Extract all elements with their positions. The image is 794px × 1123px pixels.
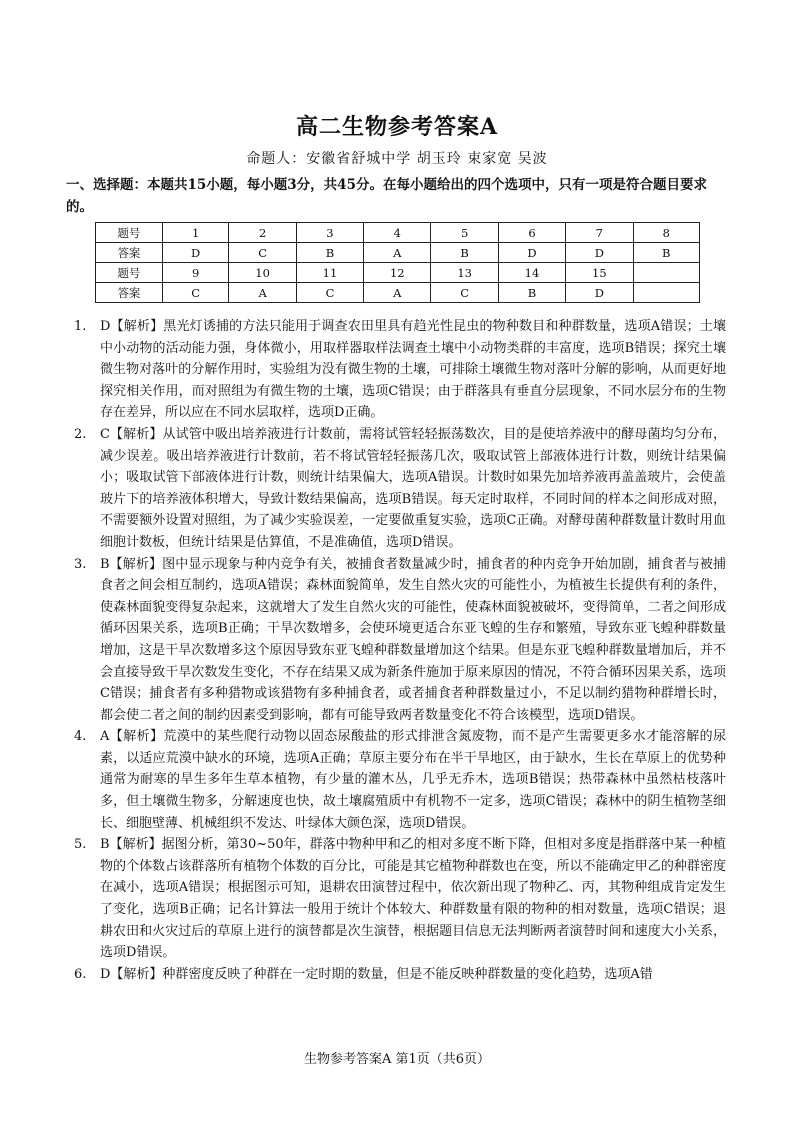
item-text: D【解析】种群密度反映了种群在一定时期的数量，但是不能反映种群数量的变化趋势，选项A错: [100, 966, 653, 982]
item-text: B【解析】据图分析，第30~50年，群落中物种甲和乙的相对多度不断下降，但相对多度是指群落中某一种植物的个体数占该群落所有植物个体数的百分比，可能是其它植物种群数也在变，所以不能确定甲乙的种群密度在减小，选项A错误；根据图示可知，退耕农田演替过程中，依次新出现了物种乙、丙，其物种组成肯定发生了变化，选项B正确；记名计算法一般用于统计个体较大、种群数量有限的物种的相对数量，选项C错误；退耕农田和火灾过后的草原上进行的演替都是次生演替，根据题目信息无法判断两者演替时间和速度大小关系，选项D错误。: [100, 837, 726, 961]
table-cell: 2: [229, 223, 296, 243]
table-cell: 7: [566, 223, 633, 243]
table-cell: D: [566, 283, 633, 303]
table-cell: B: [431, 243, 498, 263]
table-cell: 6: [498, 223, 565, 243]
table-cell: 题号: [96, 223, 163, 243]
table-cell: 8: [633, 223, 699, 243]
table-cell: D: [498, 243, 565, 263]
table-row: [96, 223, 700, 243]
table-cell: A: [364, 243, 431, 263]
table-cell: [633, 283, 699, 303]
table-cell: C: [229, 243, 296, 263]
table-row: [96, 283, 700, 303]
answer-table: [95, 222, 700, 303]
list-item: [66, 424, 726, 554]
item-text: D【解析】黑光灯诱捕的方法只能用于调查农田里具有趋光性昆虫的物种数目和种群数量，选项A错误；土壤中小动物的活动能力强，身体微小，用取样器取样法调查土壤中小动物类群的丰富度，选项B错误；探究土壤微生物对落叶的分解作用时，实验组为没有微生物的土壤，可排除土壤微生物对落叶分解的影响，从而更好地探究相关作用，而对照组为有微生物的土壤，选项C错误；由于群落具有垂直分层现象，不同水层分布的生物存在差异，所以应在不同水层取样，选项D正确。: [100, 319, 726, 421]
list-item: [66, 554, 726, 727]
list-item: [66, 726, 726, 834]
table-cell: 11: [296, 263, 363, 283]
authors-line: 命题人：安徽省舒城中学 胡玉玲 束家宽 吴波: [246, 151, 548, 167]
page-footer: 生物参考答案A 第1页（共6页）: [303, 1052, 491, 1067]
table-cell: B: [498, 283, 565, 303]
table-cell: 答案: [96, 243, 163, 263]
table-cell: D: [566, 243, 633, 263]
table-cell: B: [633, 243, 699, 263]
table-cell: 题号: [96, 263, 163, 283]
table-row: [96, 263, 700, 283]
page-title: 高二生物参考答案A: [295, 114, 499, 140]
item-number: 2.: [74, 426, 87, 442]
table-cell: 10: [229, 263, 296, 283]
explanation-list: [66, 316, 726, 985]
table-cell: [633, 263, 699, 283]
table-cell: 1: [162, 223, 229, 243]
table-cell: A: [364, 283, 431, 303]
table-cell: C: [296, 283, 363, 303]
item-number: 1.: [74, 319, 87, 334]
item-number: 6.: [74, 966, 87, 982]
section-heading: 一、选择题：本题共15小题，每小题3分，共45分。在每小题给出的四个选项中，只有一项是符合题目要求的。: [66, 177, 707, 215]
table-cell: A: [229, 283, 296, 303]
table-cell: D: [162, 243, 229, 263]
item-text: A【解析】荒漠中的某些爬行动物以固态尿酸盐的形式排泄含氮废物，而不是产生需要更多水才能溶解的尿素，以适应荒漠中缺水的环境，选项A正确；草原主要分布在半干旱地区，由于缺水，生长在草原上的优势种通常为耐寒的旱生多年生草本植物，有少量的灌木丛，几乎无乔木，选项B错误；热带森林中虽然枯枝落叶多，但土壤微生物多，分解速度也快，故土壤腐殖质中有机物不一定多，选项C错误；森林中的阴生植物茎细长、细胞壁薄、机械组织不发达、叶绿体大颜色深，选项D错误。: [100, 729, 726, 831]
table-cell: 15: [566, 263, 633, 283]
table-cell: B: [296, 243, 363, 263]
table-cell: 12: [364, 263, 431, 283]
table-cell: 4: [364, 223, 431, 243]
item-number: 3.: [74, 556, 87, 572]
list-item: [66, 316, 726, 424]
table-cell: 3: [296, 223, 363, 243]
table-cell: 14: [498, 263, 565, 283]
item-number: 5.: [74, 837, 87, 853]
item-number: 4.: [74, 729, 87, 745]
table-row: [96, 243, 700, 263]
list-item: [66, 834, 726, 964]
table-cell: C: [431, 283, 498, 303]
item-text: B【解析】图中显示现象与种内竞争有关，被捕食者数量减少时，捕食者的种内竞争开始加剧，捕食者与被捕食者之间会相互制约，选项A错误；森林面貌简单，发生自然火灾的可能性小，为植被生长提供有利的条件，使森林面貌变得复杂起来，这就增大了发生自然火灾的可能性，使森林面貌被破坏，变得简单，二者之间形成循环因果关系，选项B正确；干旱次数增多，会使环境更适合东亚飞蝗的生存和繁殖，导致东亚飞蝗种群数量增加，这是干旱次数增多这个原因导致东亚飞蝗种群数量增加这个结果。但是东亚飞蝗种群数量增加后，并不会直接导致干旱次数发生变化，不存在结果又成为新条件施加于原来原因的情况，不符合循环因果关系，选项C错误；捕食者有多种猎物或该猎物有多种捕食者，或者捕食者种群数量过小，不足以制约猎物种群增长时，都会使二者之间的制约因素受到影响，都有可能导致两者数量变化不符合该模型，选项D错误。: [100, 556, 726, 723]
table-cell: 13: [431, 263, 498, 283]
table-cell: C: [162, 283, 229, 303]
table-cell: 9: [162, 263, 229, 283]
item-text: C【解析】从试管中吸出培养液进行计数前，需将试管轻轻振荡数次，目的是使培养液中的酵母菌均匀分布，减少误差。吸出培养液进行计数前，若不将试管轻轻振荡几次，吸取试管上部液体进行计数，则统计结果偏小；吸取试管下部液体进行计数，则统计结果偏大，选项A错误。计数时如果先加培养液再盖盖玻片，会使盖玻片下的培养液体积增大，导致计数结果偏高，选项B错误。每天定时取样，不同时间的样本之间形成对照，不需要额外设置对照组，为了减少实验误差，一定要做重复实验，选项C正确。对酵母菌种群数量计数时用血细胞计数板，但统计结果是估算值，不是准确值，选项D错误。: [100, 426, 726, 550]
table-cell: 答案: [96, 283, 163, 303]
table-cell: 5: [431, 223, 498, 243]
list-item: [66, 964, 726, 986]
